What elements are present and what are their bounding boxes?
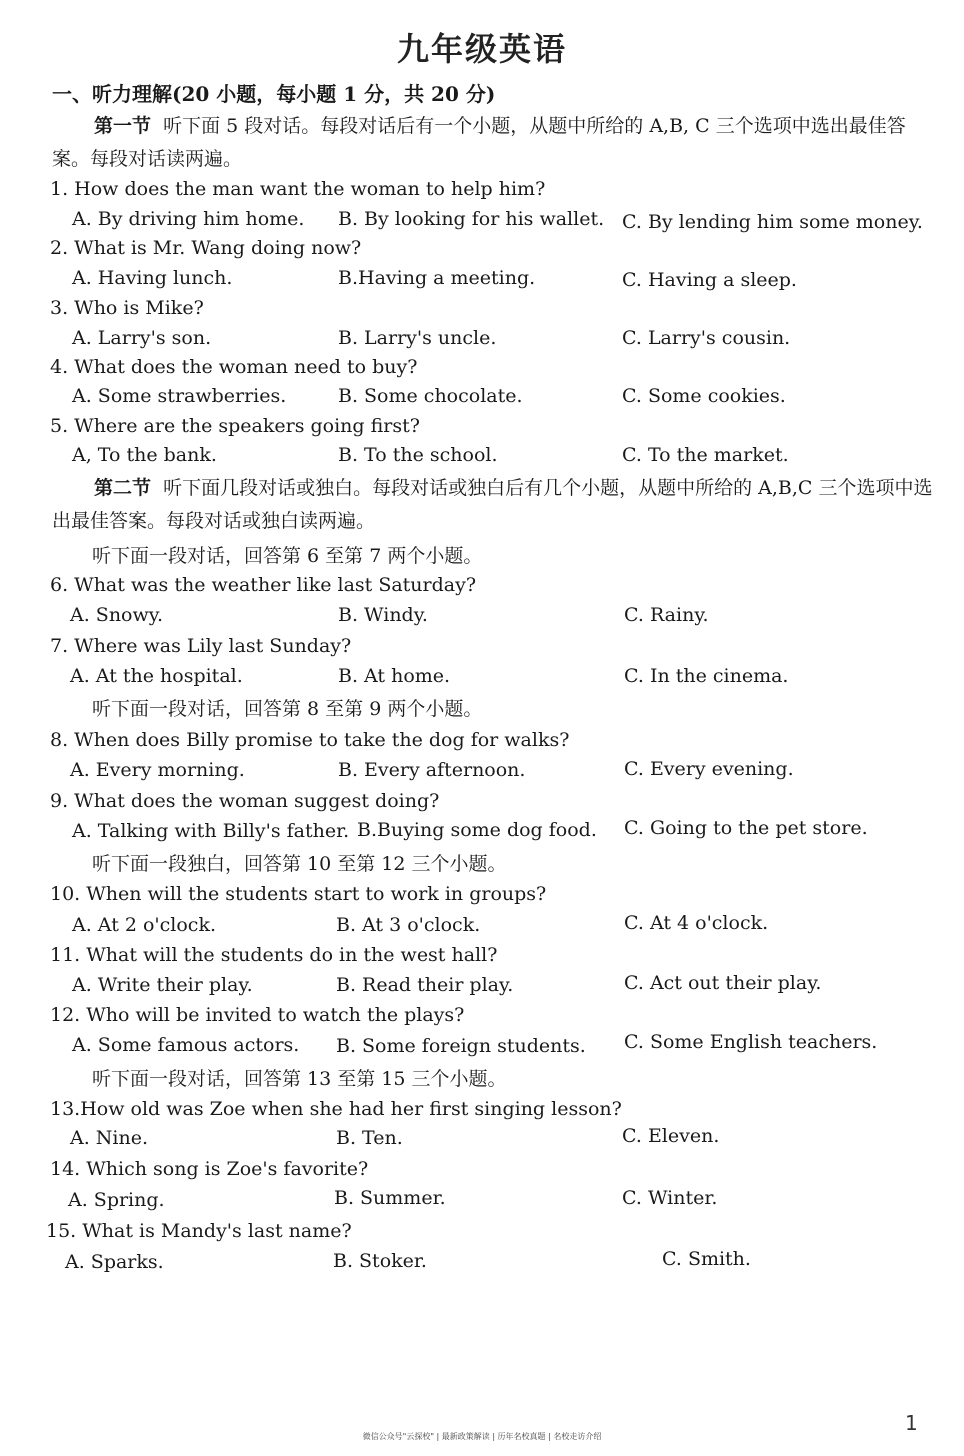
q8-option-c: C. Every evening. <box>624 758 794 780</box>
q1-option-a: A. By driving him home. <box>72 208 305 230</box>
question-2: 2. What is Mr. Wang doing now? <box>50 237 362 259</box>
q3-option-b: B. Larry's uncle. <box>338 327 497 349</box>
q5-option-b: B. To the school. <box>338 444 498 466</box>
q14-option-b: B. Summer. <box>334 1187 446 1209</box>
q1-option-c: C. By lending him some money. <box>622 211 923 233</box>
sub-instruction-13-15: 听下面一段对话，回答第 13 至第 15 三个小题。 <box>92 1068 507 1090</box>
q6-option-c: C. Rainy. <box>624 604 709 626</box>
q12-option-b: B. Some foreign students. <box>336 1035 586 1057</box>
q6-option-a: A. Snowy. <box>70 604 164 626</box>
sub-instruction-6-7: 听下面一段对话，回答第 6 至第 7 两个小题。 <box>92 545 483 567</box>
q5-option-c: C. To the market. <box>622 444 789 466</box>
q7-option-b: B. At home. <box>338 665 451 687</box>
sub-instruction-10-12: 听下面一段独白，回答第 10 至第 12 三个小题。 <box>92 853 507 875</box>
question-6: 6. What was the weather like last Saturday? <box>50 574 477 596</box>
q13-option-b: B. Ten. <box>336 1127 403 1149</box>
q14-option-c: C. Winter. <box>622 1187 718 1209</box>
question-7: 7. Where was Lily last Sunday? <box>50 635 352 657</box>
q13-option-c: C. Eleven. <box>622 1125 720 1147</box>
q10-option-c: C. At 4 o'clock. <box>624 912 769 934</box>
section-heading: 一、听力理解(20 小题，每小题 1 分，共 20 分) <box>52 82 496 106</box>
part2-text: 听下面几段对话或独白。每段对话或独白后有几个小题，从题中所给的 A,B,C 三个选项中选出最佳答案。每段对话或独白读两遍。 <box>52 477 933 532</box>
q2-option-c: C. Having a sleep. <box>622 269 797 291</box>
question-4: 4. What does the woman need to buy? <box>50 356 418 378</box>
q12-option-c: C. Some English teachers. <box>624 1031 878 1053</box>
question-14: 14. Which song is Zoe's favorite? <box>50 1158 369 1180</box>
sub-instruction-8-9: 听下面一段对话，回答第 8 至第 9 两个小题。 <box>92 698 483 720</box>
q2-option-a: A. Having lunch. <box>72 267 233 289</box>
page-title: 九年级英语 <box>396 30 567 68</box>
part2-instruction <box>52 472 942 538</box>
part1-text: 听下面 5 段对话。每段对话后有一个小题，从题中所给的 A,B, C 三个选项中选出最佳答案。每段对话读两遍。 <box>52 115 906 170</box>
q10-option-b: B. At 3 o'clock. <box>336 914 481 936</box>
q8-option-a: A. Every morning. <box>70 759 245 781</box>
q9-option-b: B.Buying some dog food. <box>357 819 597 841</box>
q1-option-b: B. By looking for his wallet. <box>338 208 605 230</box>
part2-label: 第二节 <box>94 477 152 499</box>
question-13: 13.How old was Zoe when she had her first singing lesson? <box>50 1098 622 1120</box>
question-9: 9. What does the woman suggest doing? <box>50 790 440 812</box>
q5-option-a: A, To the bank. <box>72 444 217 466</box>
q15-option-a: A. Sparks. <box>65 1251 164 1273</box>
part1-label: 第一节 <box>94 115 152 137</box>
q9-option-a: A. Talking with Billy's father. <box>72 820 350 842</box>
part1-instruction <box>52 110 942 176</box>
q15-option-c: C. Smith. <box>662 1248 751 1270</box>
question-8: 8. When does Billy promise to take the dog for walks? <box>50 729 570 751</box>
q15-option-b: B. Stoker. <box>333 1250 427 1272</box>
q10-option-a: A. At 2 o'clock. <box>72 914 217 936</box>
q13-option-a: A. Nine. <box>70 1127 149 1149</box>
q12-option-a: A. Some famous actors. <box>72 1034 300 1056</box>
q7-option-a: A. At the hospital. <box>70 665 243 687</box>
q7-option-c: C. In the cinema. <box>624 665 789 687</box>
q4-option-b: B. Some chocolate. <box>338 385 523 407</box>
q4-option-a: A. Some strawberries. <box>72 385 287 407</box>
question-10: 10. When will the students start to work in groups? <box>50 883 547 905</box>
footer-watermark: 微信公众号"云探校" | 最新政策解读 | 历年名校真题 | 名校走访介绍 <box>362 1432 602 1441</box>
q11-option-b: B. Read their play. <box>336 974 514 996</box>
q11-option-c: C. Act out their play. <box>624 972 822 994</box>
q4-option-c: C. Some cookies. <box>622 385 786 407</box>
q3-option-c: C. Larry's cousin. <box>622 327 791 349</box>
question-3: 3. Who is Mike? <box>50 297 204 319</box>
page-number: 1 <box>905 1411 918 1435</box>
question-1: 1. How does the man want the woman to help him? <box>50 178 546 200</box>
q3-option-a: A. Larry's son. <box>72 327 212 349</box>
q6-option-b: B. Windy. <box>338 604 428 626</box>
q11-option-a: A. Write their play. <box>72 974 253 996</box>
q14-option-a: A. Spring. <box>68 1189 165 1211</box>
q2-option-b: B.Having a meeting. <box>338 267 536 289</box>
q9-option-c: C. Going to the pet store. <box>624 817 868 839</box>
question-5: 5. Where are the speakers going first? <box>50 415 420 437</box>
question-11: 11. What will the students do in the west hall? <box>50 944 498 966</box>
question-12: 12. Who will be invited to watch the plays? <box>50 1004 465 1026</box>
question-15: 15. What is Mandy's last name? <box>46 1220 352 1242</box>
q8-option-b: B. Every afternoon. <box>338 759 526 781</box>
